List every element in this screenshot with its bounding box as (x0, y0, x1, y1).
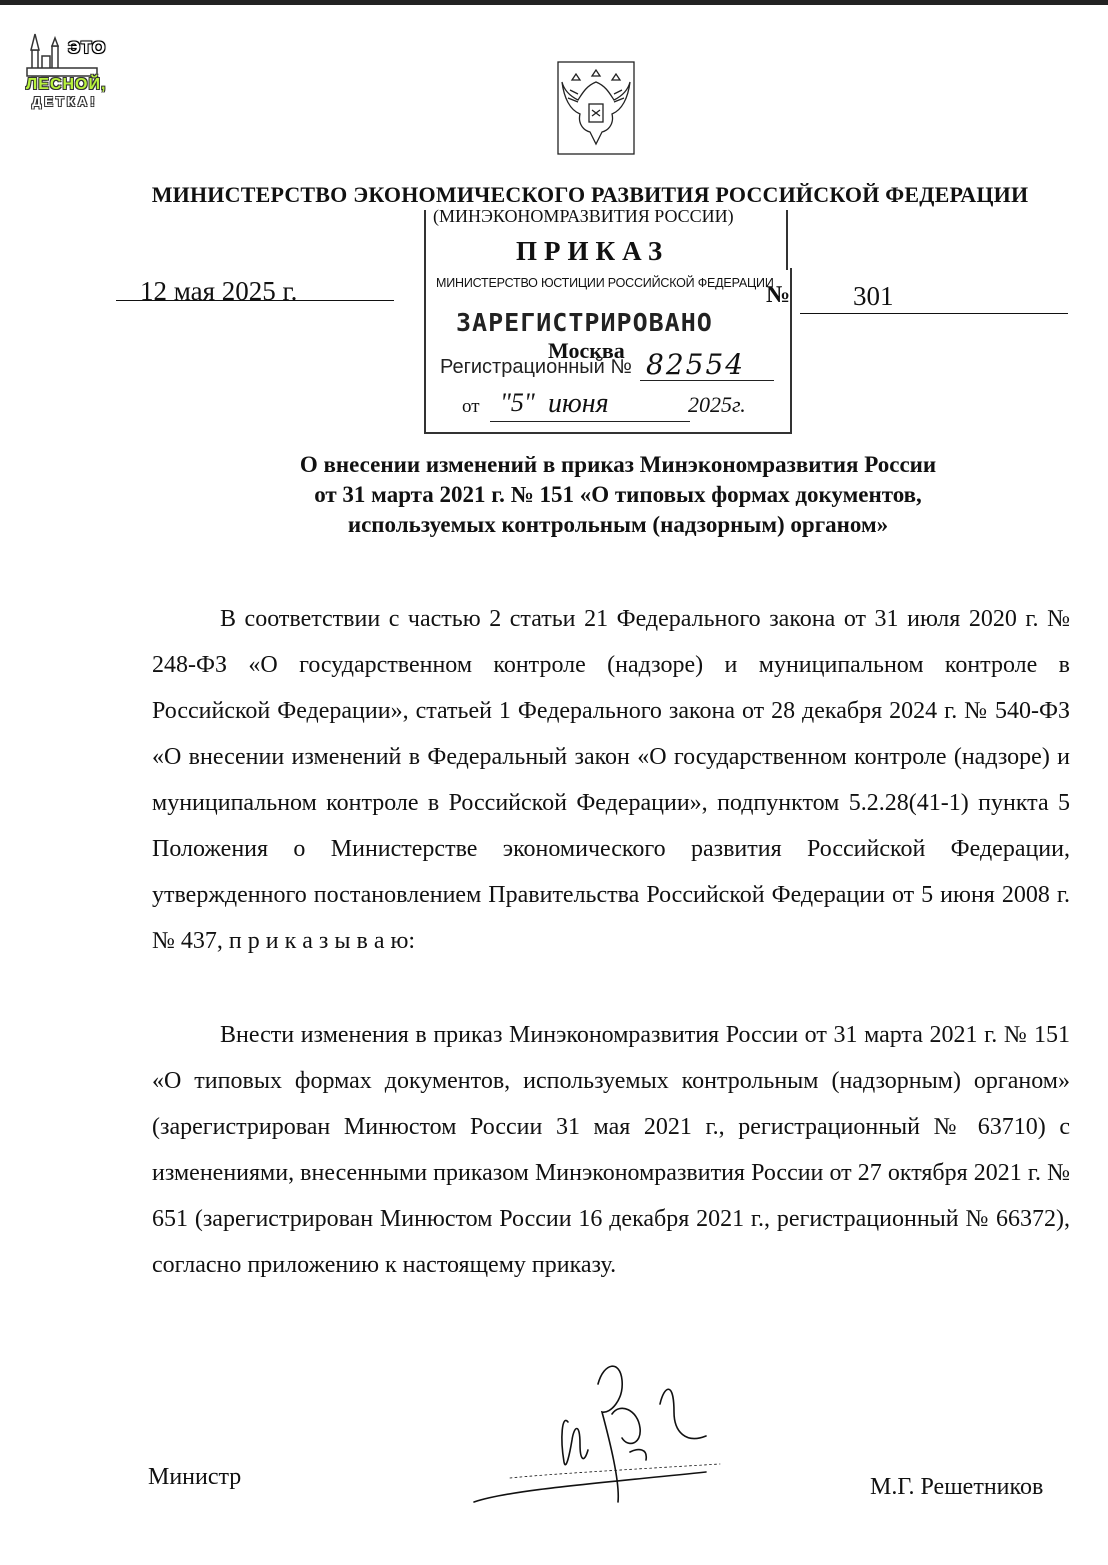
title-line-3: используемых контрольным (надзорным) органом» (347, 512, 889, 537)
logo-text-2: ЛЕСНОЙ, (26, 76, 107, 93)
stamp-day: "5" (500, 388, 535, 417)
stamp-month: июня (548, 388, 609, 419)
stamp-reg-underline (640, 380, 774, 381)
channel-logo (22, 28, 122, 112)
stamp-date-underline (490, 421, 690, 422)
number-underline (800, 313, 1068, 314)
number-sign: № (766, 282, 791, 308)
signatory-name: М.Г. Решетников (870, 1474, 1044, 1500)
order-date: 12 мая 2025 г. (140, 276, 298, 306)
body-paragraph-1 (152, 596, 1070, 964)
stamp-city: Москва (548, 338, 625, 363)
handwritten-signature (470, 1352, 730, 1522)
coat-of-arms-icon (556, 60, 636, 156)
paragraph-2-text: Внести изменения в приказ Минэкономразвития России от 31 марта 2021 г. № 151 «О типовых формах документов, используемых контрольным (надзорным) органом» (зарегистрирован Минюстом России 31 мая 2021 г., регистрационный № 63710) с изменениями, внесенными приказом Минэкономразвития России от 27 октября 2021 г. № 651 (зарегистрирован Минюстом России 16 декабря 2021 г., регистрационный № 66372), согласно приложению к настоящему приказу. (152, 1022, 1070, 1278)
stamp-reg-label: Регистрационный № (440, 356, 632, 378)
logo-text-1: ЭТО (68, 38, 107, 57)
ministry-name: МИНИСТЕРСТВО ЭКОНОМИЧЕСКОГО РАЗВИТИЯ РОССИЙСКОЙ ФЕДЕРАЦИИ (151, 182, 1029, 207)
title-line-1: О внесении изменений в приказ Минэкономразвития России (299, 452, 937, 477)
ministry-short-name: (МИНЭКОНОМРАЗВИТИЯ РОССИИ) (433, 206, 734, 226)
stamp-year: 2025г. (688, 392, 746, 417)
order-title (150, 450, 1086, 540)
stamp-from-label: от (462, 396, 480, 417)
title-line-2: от 31 марта 2021 г. № 151 «О типовых формах документов, (314, 482, 922, 507)
date-underline (116, 300, 394, 301)
order-number: 301 (853, 281, 894, 311)
stamp-right-edge (786, 210, 788, 270)
stamp-left-edge (424, 210, 426, 270)
body-paragraph-2 (152, 1012, 1070, 1288)
logo-text-3: ДЕТКА! (32, 94, 98, 109)
stamp-justice-ministry: МИНИСТЕРСТВО ЮСТИЦИИ РОССИЙСКОЙ ФЕДЕРАЦИИ (436, 276, 774, 290)
stamp-registered: ЗАРЕГИСТРИРОВАНО (456, 308, 713, 337)
scan-top-edge (0, 0, 1108, 5)
stamp-reg-number: 82554 (646, 348, 746, 381)
document-type: ПРИКАЗ (516, 236, 670, 266)
paragraph-1-text: В соответствии с частью 2 статьи 21 Федерального закона от 31 июля 2020 г. № 248-ФЗ «О государственном контроле (надзоре) и муниципальном контроле в Российской Федерации», статьей 1 Федерального закона от 28 декабря 2024 г. № 540-ФЗ «О внесении изменений в Федеральный закон «О государственном контроле (надзоре) и муниципальном контроле в Российской Федерации», подпунктом 5.2.28(41-1) пункта 5 Положения о Министерстве экономического развития Российской Федерации, утвержденного постановлением Правительства Российской Федерации от 5 июня 2008 г. № 437, п р и к а з ы в а ю: (152, 606, 1070, 954)
signatory-position: Министр (148, 1464, 242, 1490)
